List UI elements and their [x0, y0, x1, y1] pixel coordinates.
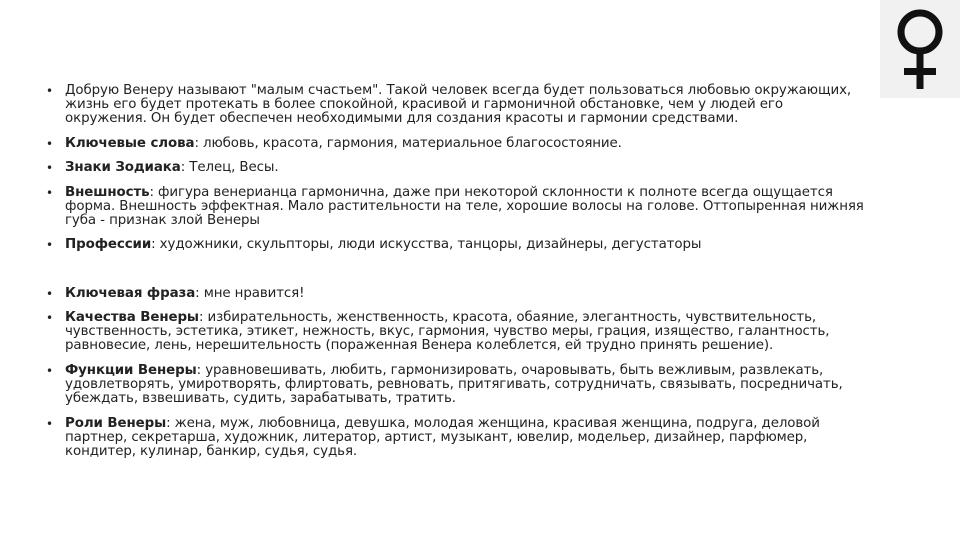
bullet-text: : избирательность, женственность, красота, обаяние, элегантность, чувствительность, чувственность, эстетика, этикет, нежность, вкус, гармония, чувство меры, грация, изящество, галантность, равновесие, лень, нерешительность (пораженная Венера колеблется, ей трудно принять решение). — [65, 310, 830, 353]
bullet-label: Роли Венеры — [65, 416, 167, 431]
bullet-dot: • — [46, 417, 53, 431]
bullet-text: : Телец, Весы. — [180, 160, 279, 175]
list-item — [46, 161, 279, 175]
bullet-label: Ключевые слова — [65, 136, 195, 151]
bullet-text: : фигура венерианца гармонична, даже при некоторой склонности к полноте всегда ощущается форма. Внешность эффектная. Мало растительности на теле, хорошие волосы на голове. Оттопыренная нижняя губа - признак злой Венеры — [65, 185, 864, 228]
bullet-dot: • — [46, 287, 53, 301]
bullet-text: : уравновешивать, любить, гармонизировать, очаровывать, быть вежливым, развлекать, удовлетворять, умиротворять, флиртовать, ревновать, притягивать, сотрудничать, связывать, посредничать, убеждать, взвешивать, судить, зарабатывать, тратить. — [65, 363, 843, 406]
venus-symbol-panel — [880, 0, 960, 98]
bullet-label: Функции Венеры — [65, 363, 197, 378]
list-item — [46, 364, 866, 406]
bullet-dot: • — [46, 311, 53, 325]
bullet-dot: • — [46, 84, 53, 98]
list-item — [46, 137, 622, 151]
bullet-text: Добрую Венеру называют "малым счастьем". Такой человек всегда будет пользоваться любовью окружающих, жизнь его будет протекать в более спокойной, красивой и гармоничной обстановке, чем у людей его окружения. Он будет обеспечен необходимыми для создания красоты и гармонии средствами. — [65, 83, 852, 126]
bullet-dot: • — [46, 238, 53, 252]
bullet-label: Качества Венеры — [65, 310, 199, 325]
bullet-dot: • — [46, 137, 53, 151]
venus-symbol-icon — [894, 8, 946, 92]
bullet-label: Профессии — [65, 237, 152, 252]
bullet-label: Ключевая фраза — [65, 286, 196, 301]
list-item — [46, 287, 304, 301]
bullet-label: Внешность — [65, 185, 150, 200]
bullet-text: : жена, муж, любовница, девушка, молодая женщина, красивая женщина, подруга, деловой партнер, секретарша, художник, литератор, артист, музыкант, ювелир, модельер, дизайнер, парфюмер, кондитер, кулинар, банкир, судья, судья. — [65, 416, 820, 459]
bullet-text: : художники, скульпторы, люди искусства, танцоры, дизайнеры, дегустаторы — [151, 237, 702, 252]
list-item — [46, 238, 701, 252]
bullet-text: : любовь, красота, гармония, материальное благосостояние. — [194, 136, 622, 151]
bullet-dot: • — [46, 161, 53, 175]
list-item — [46, 186, 866, 228]
list-item — [46, 84, 866, 126]
list-item — [46, 311, 866, 353]
bullet-label: Знаки Зодиака — [65, 160, 181, 175]
bullet-dot: • — [46, 186, 53, 200]
bullet-dot: • — [46, 364, 53, 378]
bullet-text: : мне нравится! — [195, 286, 305, 301]
list-item — [46, 417, 866, 459]
